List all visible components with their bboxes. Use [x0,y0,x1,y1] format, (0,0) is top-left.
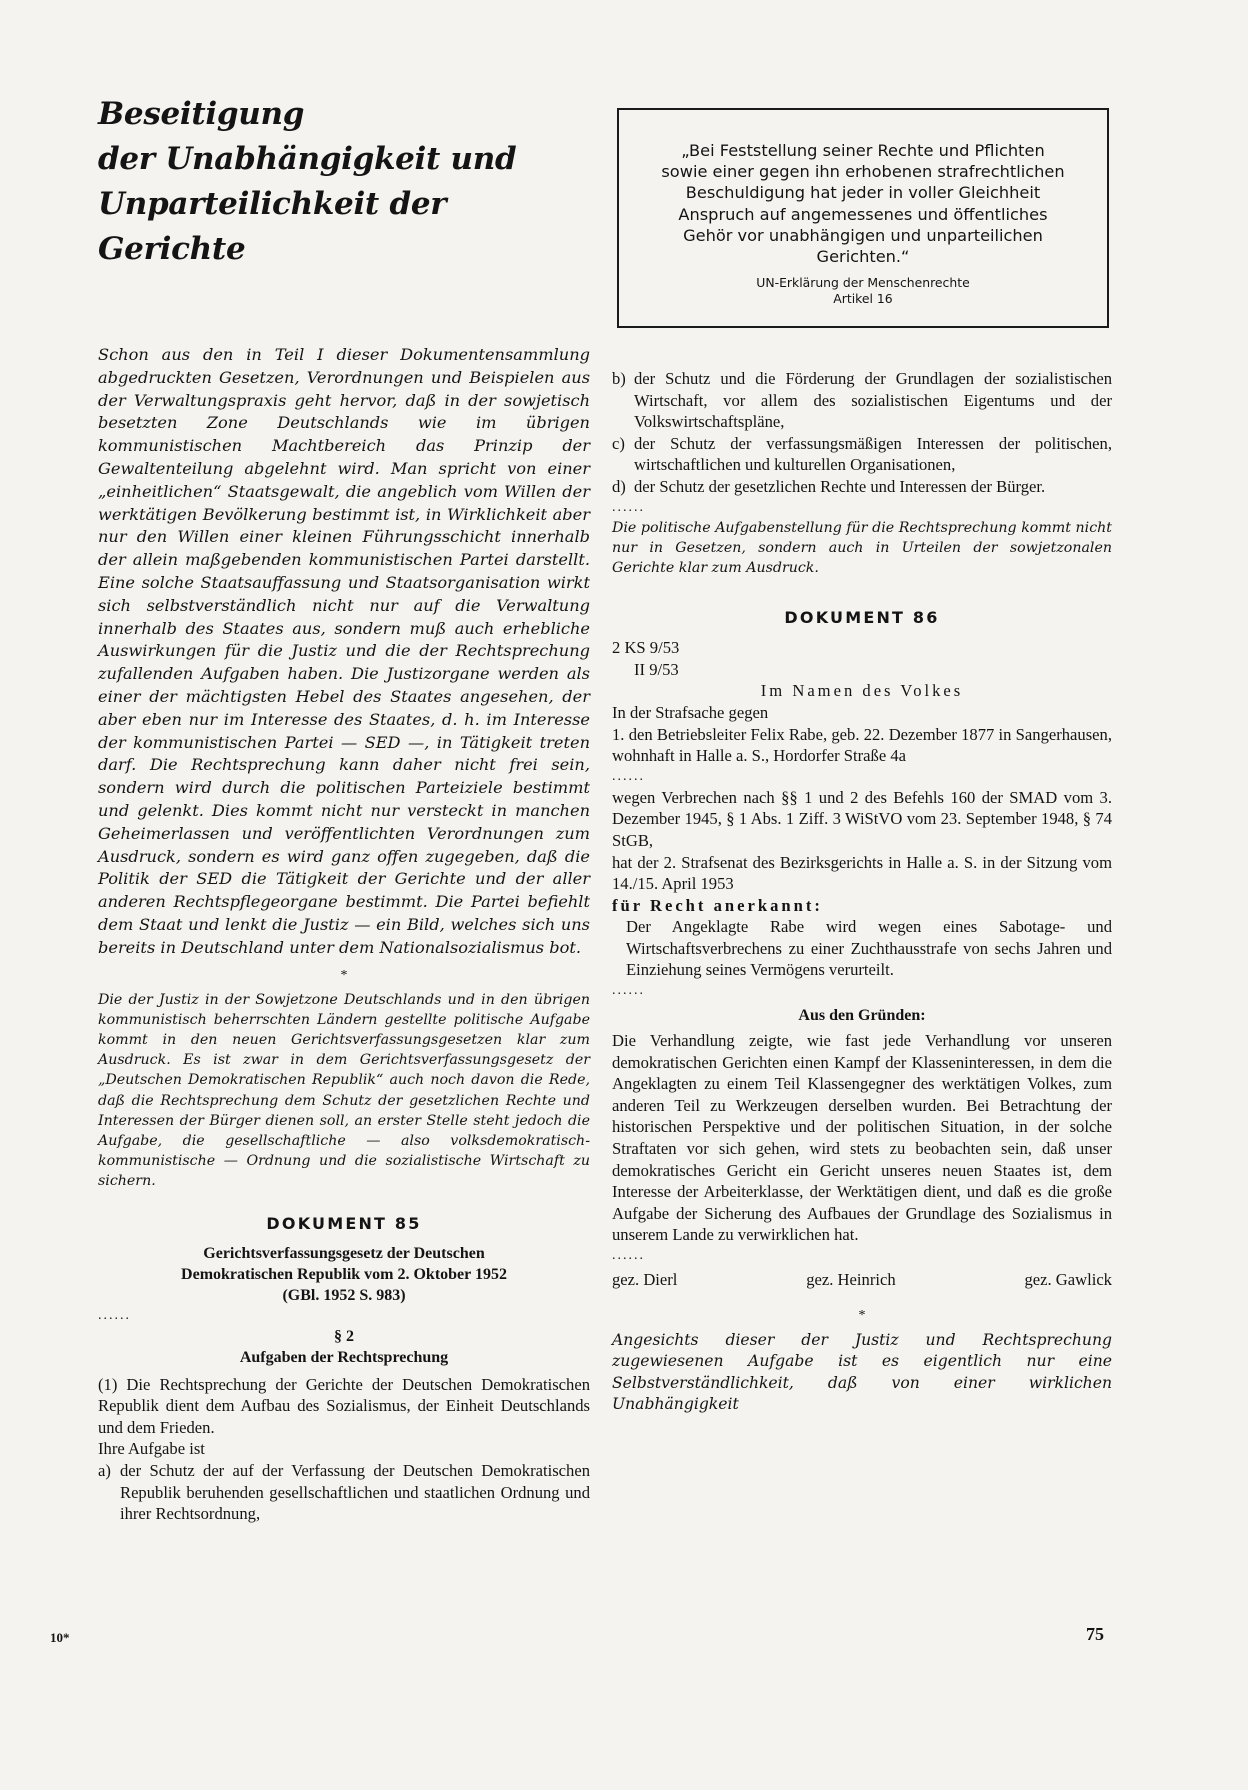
document-85-source: (GBl. 1952 S. 983) [282,1286,406,1304]
paragraph-1: (1) Die Rechtsprechung der Gerichte der Deutschen Demokratischen Republik dient dem Aufbau des Sozialismus, der Einheit Deutschlands und dem Frieden. [98,1374,590,1437]
charge-text: wegen Verbrechen nach §§ 1 und 2 des Befehls 160 der SMAD vom 3. Dezember 1945, § 1 Abs. 1 Ziff. 3 WiStVO vom 23. September 1948, § 74 StGB, [612,787,1112,850]
list-marker-b: b) [612,369,626,388]
article-title [98,92,590,272]
section-number: § 2 [334,1327,354,1345]
closing-paragraph: Angesichts dieser der Justiz und Rechtsprechung zugewiesenen Aufgabe ist es eigentlich nur eine Selbstverständlichkeit, daß von einer wirklichen Unabhängigkeit [612,1331,1112,1414]
quote-box [617,108,1109,328]
signature-3: gez. Gawlick [1024,1270,1112,1290]
document-85-heading: DOKUMENT 85 [266,1213,422,1233]
quote-source-line-2: Artikel 16 [833,291,893,307]
separator-star: * [858,1308,866,1324]
judgment-commentary: Die politische Aufgabenstellung für die Rechtsprechung kommt nicht nur in Gesetzen, sondern auch in Urteilen der sowjetzonalen Gerichte klar zum Ausdruck. [612,519,1112,576]
ellipsis-dots: ...... [612,499,645,515]
list-item-b [612,368,1112,433]
verdict-text: Der Angeklagte Rabe wird wegen eines Sabotage- und Wirtschaftsverbrechens zu einer Zuchthausstrafe von sechs Jahren und Einziehung seines Vermögens verurteilt. [626,917,1112,980]
task-list [612,368,1112,498]
list-text-d: der Schutz der gesetzlichen Rechte und Interessen der Bürger. [634,476,1046,496]
list-marker-a: a) [98,1460,111,1480]
list-marker-c: c) [612,433,625,453]
section-title: Aufgaben der Rechtsprechung [239,1348,449,1366]
court-text: hat der 2. Strafsenat des Bezirksgerichts in Halle a. S. in der Sitzung vom 14./15. April 1953 [612,852,1112,894]
title-line-3: Unparteilichkeit der Gerichte [98,186,447,267]
right-column [612,92,1112,1416]
list-text-c: der Schutz der verfassungsmäßigen Interessen der politischen, wirtschaftlichen und kulturellen Organisationen, [634,433,1112,475]
title-line-1: Beseitigung [98,96,305,132]
signatures [612,1270,1112,1290]
page-number: 75 [1086,1624,1104,1644]
in-the-name-heading: Im Namen des Volkes [760,681,964,701]
ellipsis-dots: ...... [612,1248,645,1264]
quote-source-line-1: UN-Erklärung der Menschenrechte [756,275,970,291]
quote-text: „Bei Feststellung seiner Rechte und Pflichten sowie einer gegen ihn erhobenen strafrechtlichen Beschuldigung hat jeder in voller Gleichheit Anspruch auf angemessenes und öffentliches Gehör vor unabhängigen und unparteilichen Gerichten.“ [661,141,1065,267]
list-text-a: der Schutz der auf der Verfassung der Deutschen Demokratischen Republik beruhenden gesellschaftlichen und staatlichen Ordnung und ihrer Rechtsordnung, [120,1460,590,1524]
list-item-c [612,433,1112,476]
title-line-2: der Unabhängigkeit und [98,141,517,177]
signature-mark: 10* [50,1630,70,1645]
case-intro: In der Strafsache gegen [612,702,769,722]
reasons-heading: Aus den Gründen: [798,1007,926,1025]
list-item-a [98,1460,590,1525]
ellipsis-dots: ...... [612,983,645,999]
reasons-text: Die Verhandlung zeigte, wie fast jede Verhandlung vor unseren demokratischen Gerichten einen Kampf der Klasseninteressen, in dem die Angeklagten zu einem Teil Klassengegner des werktätigen Volkes, zum anderen Teil zu Werkzeugen derselben wurden. Bei Betrachtung der historischen Perspektive und der politischen Situation, in der solche Straftaten vor sich gehen, wird stets zu beobachten sein, daß unser demokratisches Gericht ein Gericht unseres neuen Staates ist, dem Interesse der Arbeiterklasse, der Werktätigen dient, und daß es die große Aufgabe der Sicherung des Aufbaues der Grundlage des Sozialismus in unserem Lande zu verwirklichen hat. [612,1031,1112,1245]
case-reference-1: 2 KS 9/53 [612,638,680,658]
case-reference-2: II 9/53 [634,659,679,679]
paragraph-1-continuation: Ihre Aufgabe ist [98,1439,205,1459]
list-item-d [612,476,1112,498]
intro-paragraph: Schon aus den in Teil I dieser Dokumentensammlung abgedruckten Gesetzen, Verordnungen und Beispielen aus der Verwaltungspraxis geht hervor, daß in der sowjetisch besetzten Zone Deutschlands wie im übrigen kommunistischen Machtbereich das Prinzip der Gewaltenteilung abgelehnt wird. Man spricht von einer „einheitlichen“ Staatsgewalt, die angeblich vom Willen der werktätigen Bevölkerung bestimmt ist, in Wirklichkeit aber nur den Willen einer kleinen Führungsschicht innerhalb der allein maßgebenden kommunistischen Partei darstellt. Eine solche Staatsauffassung und Staatsorganisation wirkt sich selbstverständlich nicht nur auf die Verwaltung innerhalb des Staates aus, sondern muß auch erhebliche Auswirkungen für die Justiz und die der Rechtsprechung zufallenden Aufgaben haben. Die Justizorgane werden als einer der mächtigsten Hebel des Staates angesehen, der aber eben nur im Interesse des Staates, d. h. im Interesse der kommunistischen Partei — SED —, in Tätigkeit treten darf. Die Rechtsprechung kann daher nicht frei sein, sondern wird durch die politischen Parteiziele bestimmt und gelenkt. Dies kommt nicht nur versteckt in manchen Geheimerlassen und veröffentlichten Verordnungen zum Ausdruck, sondern es wird ganz offen zugegeben, daß die Politik der SED die Tätigkeit der Gerichte und der aller anderen Rechtspflegeorgane bestimmt. Die Partei befiehlt dem Staat und lenkt die Justiz — ein Bild, welches sich uns bereits in Deutschland unter dem Nationalsozialismus bot. [98,345,590,957]
document-85-title-line-2: Demokratischen Republik vom 2. Oktober 1952 [181,1265,507,1283]
commentary-paragraph: Die der Justiz in der Sowjetzone Deutschlands und in den übrigen kommunistisch beherrschten Ländern gestellte politische Aufgabe kommt in den neuen Gerichtsverfassungsgesetzen klar zum Ausdruck. Es ist zwar in dem Gerichtsverfassungsgesetz der „Deutschen Demokratischen Republik“ auch noch davon die Rede, daß die Rechtsprechung dem Schutz der gesetzlichen Rechte und Interessen der Bürger dienen soll, an erster Stelle steht jedoch die Aufgabe, die gesellschaftliche — also volksdemokratisch-kommunistische — Ordnung und die sozialistische Wirtschaft zu sichern. [98,991,590,1190]
separator-star: * [340,967,348,983]
signature-1: gez. Dierl [612,1270,678,1290]
ellipsis-dots: ...... [98,1307,131,1323]
quote-source [659,275,1067,307]
verdict-intro: für Recht anerkannt: [612,895,823,915]
document-85-title-line-1: Gerichtsverfassungsgesetz der Deutschen [203,1244,485,1262]
signature-2: gez. Heinrich [806,1270,896,1290]
ellipsis-dots: ...... [612,768,645,784]
list-text-b: der Schutz und die Förderung der Grundlagen der sozialistischen Wirtschaft, vor allem des sozialistischen Eigentums und der Volkswirtschaftspläne, [634,369,1112,432]
list-marker-d: d) [612,476,626,496]
left-column [98,92,590,1525]
document-86-heading: DOKUMENT 86 [784,608,940,628]
defendant-entry: 1. den Betriebsleiter Felix Rabe, geb. 22. Dezember 1877 in Sangerhausen, wohnhaft in Halle a. S., Hordorfer Straße 4a [612,724,1112,766]
